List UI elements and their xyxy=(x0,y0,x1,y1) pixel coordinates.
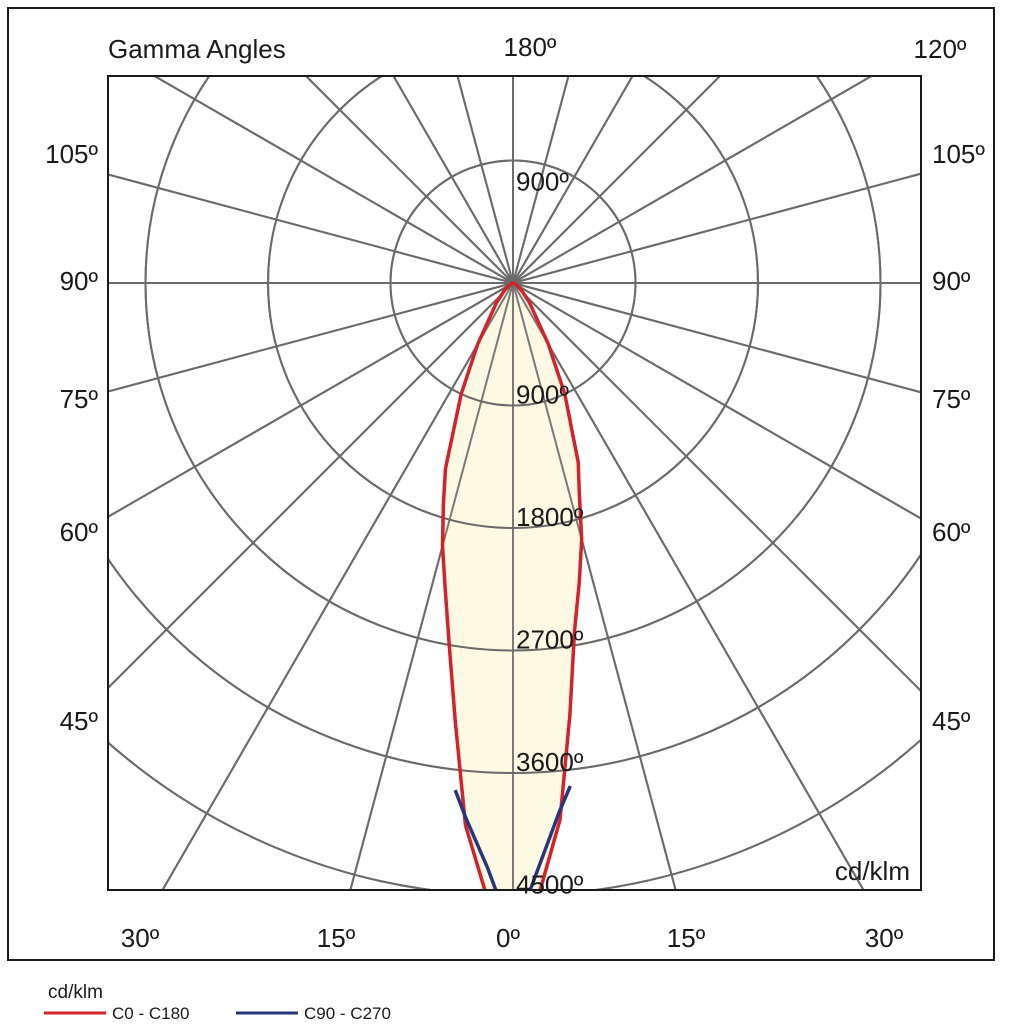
legend-label-c90-c270: C90 - C270 xyxy=(304,1004,391,1023)
left-angle-label: 105º xyxy=(45,139,98,169)
top-angle-label: 180º xyxy=(503,32,557,62)
top-right-angle-label: 120º xyxy=(913,34,967,64)
ring-label-lower: 900º xyxy=(516,379,569,410)
ring-label-lower: 2700º xyxy=(516,624,584,655)
right-angle-label: 75º xyxy=(932,384,971,414)
bottom-angle-label: 30º xyxy=(864,923,904,953)
left-angle-label: 90º xyxy=(59,266,98,296)
right-angle-label: 105º xyxy=(932,139,985,169)
right-angle-label: 60º xyxy=(932,517,971,547)
legend xyxy=(44,982,391,1023)
bottom-angle-label: 15º xyxy=(316,923,356,953)
left-angle-label: 60º xyxy=(59,517,98,547)
bottom-angle-label: 0º xyxy=(496,923,520,953)
legend-label-c0-c180: C0 - C180 xyxy=(112,1004,190,1023)
left-angle-label: 45º xyxy=(59,706,98,736)
right-angle-label: 45º xyxy=(932,706,971,736)
bottom-angle-label: 15º xyxy=(666,923,706,953)
ring-label-lower: 3600º xyxy=(516,747,584,777)
left-angle-label: 75º xyxy=(59,384,98,414)
ring-label-lower: 4500º xyxy=(516,869,584,900)
ring-label-lower: 1800º xyxy=(516,502,584,532)
ring-label-upper: 900º xyxy=(516,166,569,197)
bottom-angle-label: 30º xyxy=(120,923,160,953)
right-angle-label: 90º xyxy=(932,266,971,296)
unit-label: cd/klm xyxy=(834,856,910,886)
chart-title: Gamma Angles xyxy=(108,34,286,64)
legend-title: cd/klm xyxy=(48,982,103,1003)
